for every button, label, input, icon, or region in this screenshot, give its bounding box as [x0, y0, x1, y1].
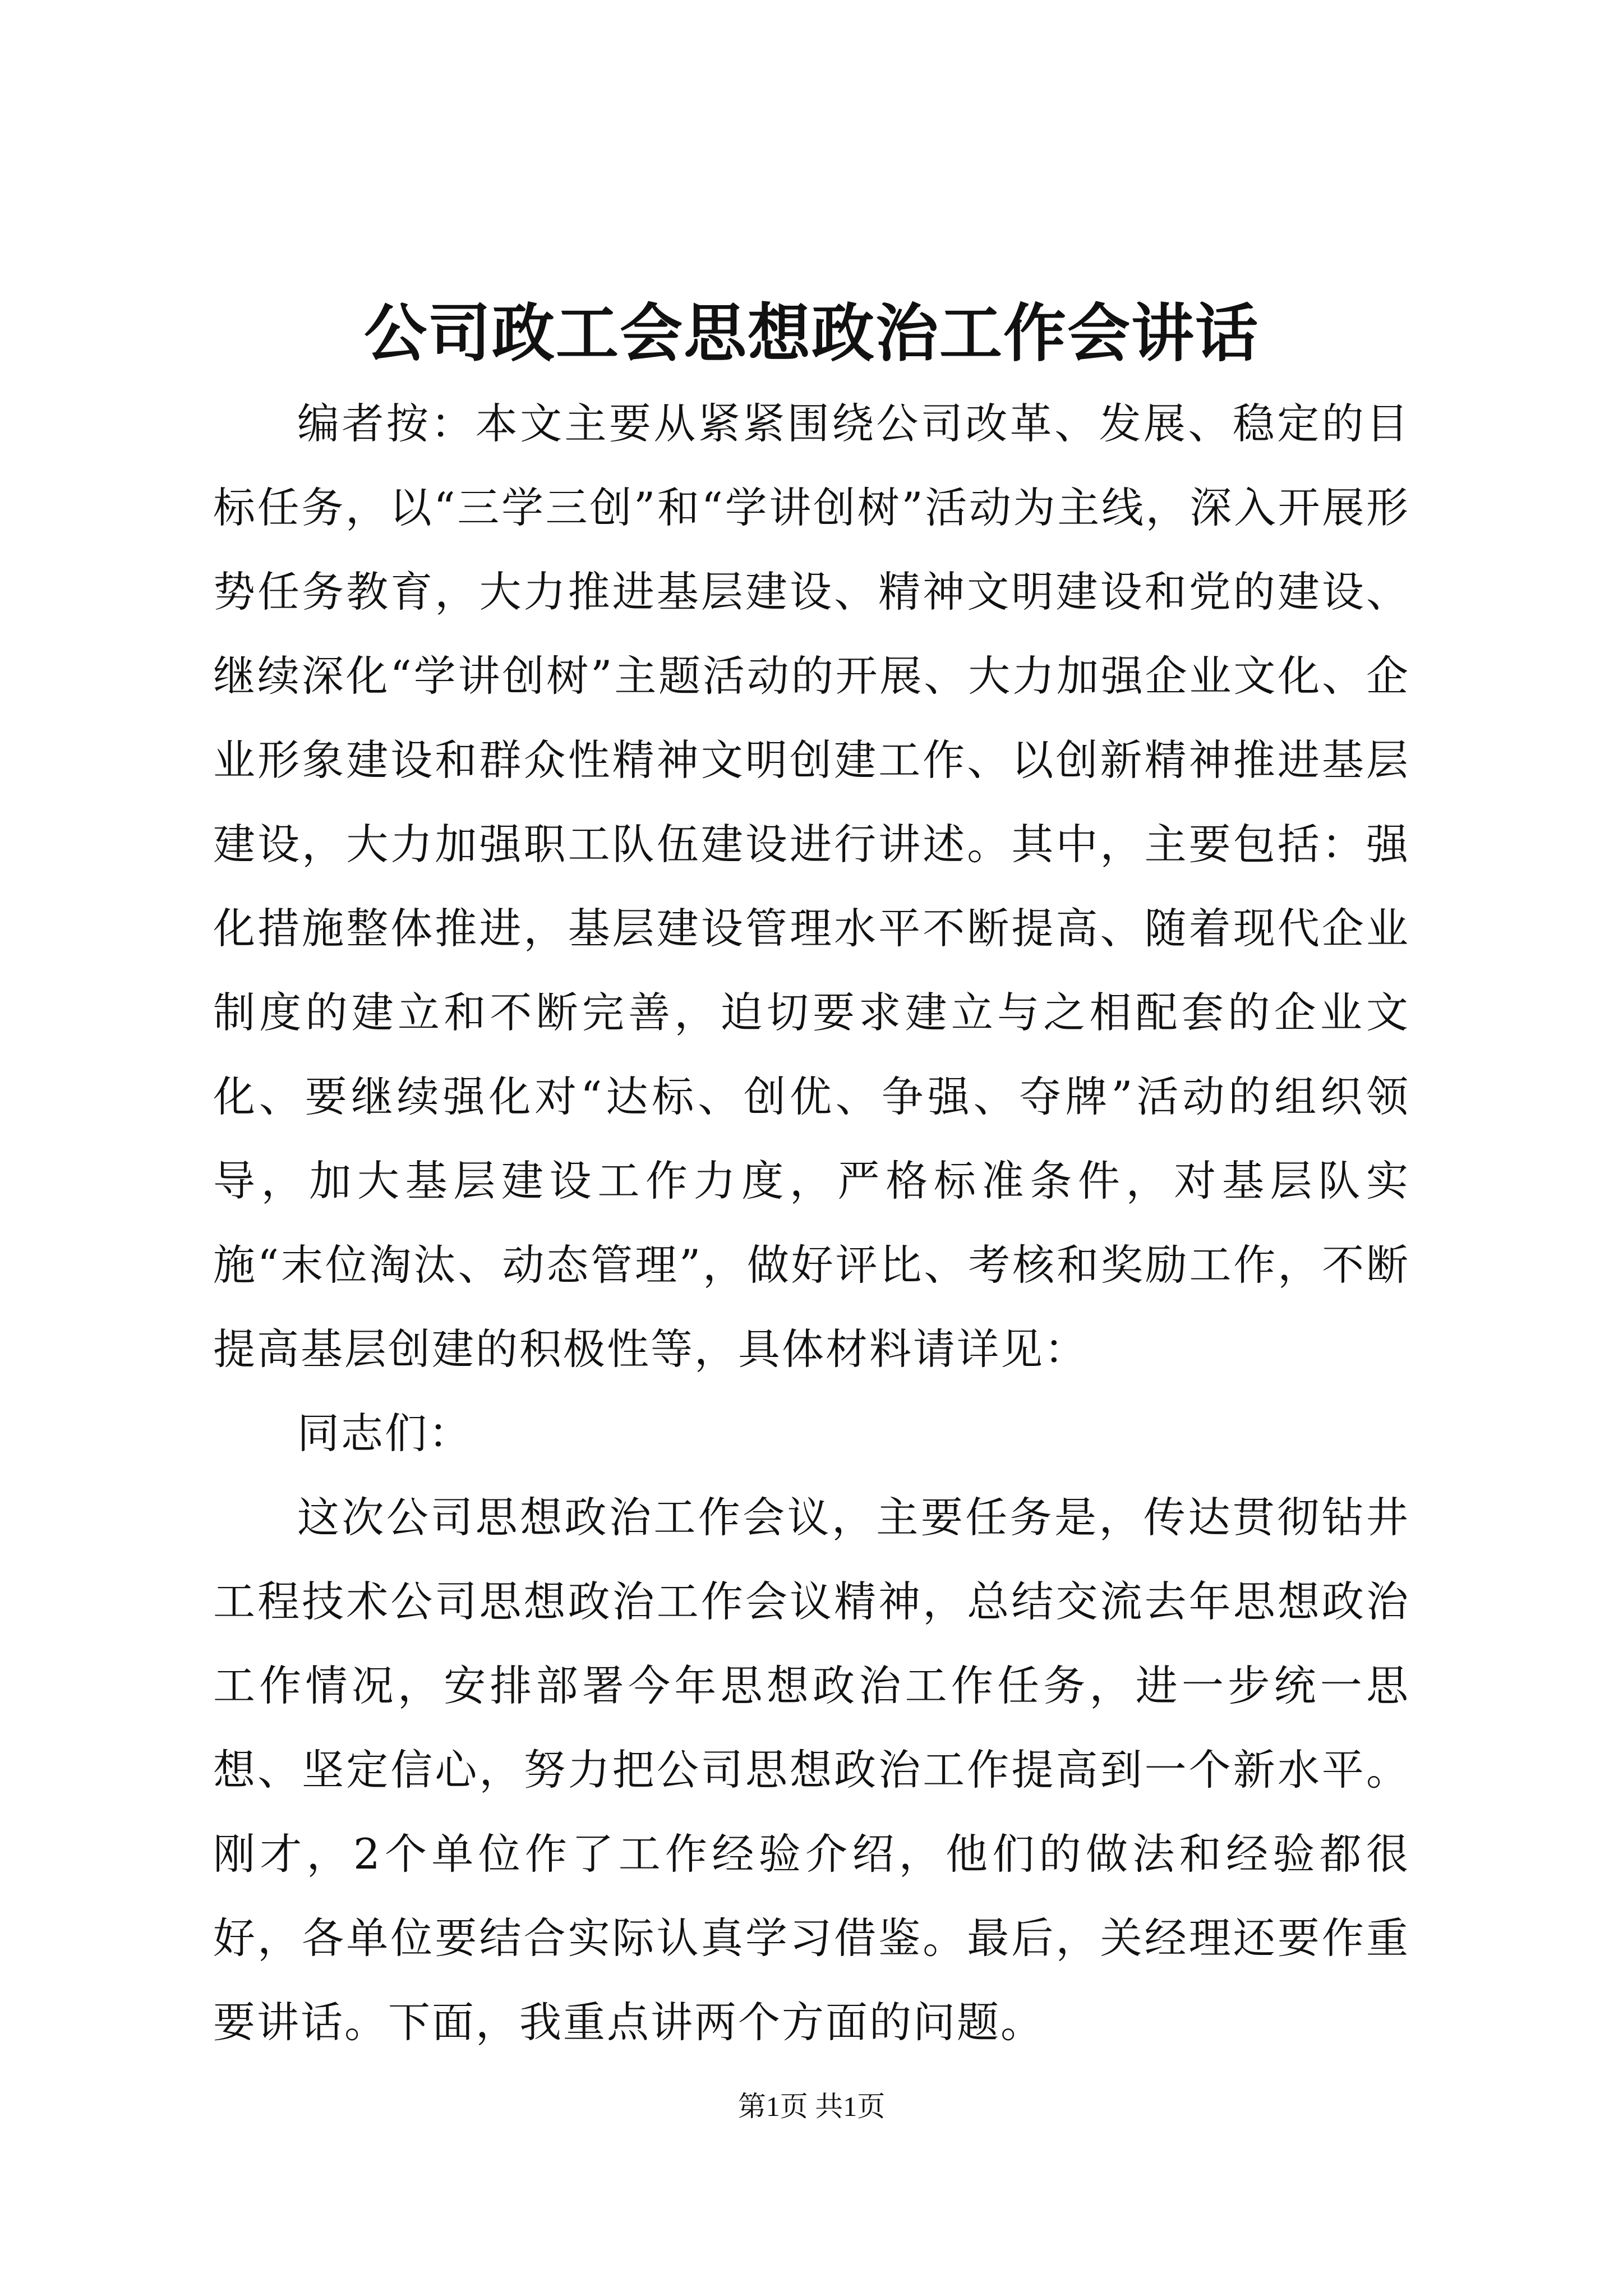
salutation-paragraph: 同志们：: [297, 1409, 473, 1458]
document-title: 公司政工会思想政治工作会讲话: [364, 297, 1259, 370]
body-paragraph: 这次公司思想政治工作会议，主要任务是，传达贯彻钻井工程技术公司思想政治工作会议精神，总结交流去年思想政治工作情况，安排部署今年思想政治工作任务，进一步统一思想、坚定信心，努力把公司思想政治工作提高到一个新水平。刚才，2个单位作了工作经验介绍，他们的做法和经验都很好，各单位要结合实际认真学习借鉴。最后，关经理还要作重要讲话。下面，我重点讲两个方面的问题。: [213, 1493, 1410, 2047]
editor-note-paragraph: 编者按：本文主要从紧紧围绕公司改革、发展、稳定的目标任务，以“三学三创”和“学讲创树”活动为主线，深入开展形势任务教育，大力推进基层建设、精神文明建设和党的建设、继续深化“学讲创树”主题活动的开展、大力加强企业文化、企业形象建设和群众性精神文明创建工作、以创新精神推进基层建设，大力加强职工队伍建设进行讲述。其中，主要包括：强化措施整体推进，基层建设管理水平不断提高、随着现代企业制度的建立和不断完善，迫切要求建立与之相配套的企业文化、要继续强化对“达标、创优、争强、夺牌”活动的组织领导，加大基层建设工作力度，严格标准条件，对基层队实施“末位淘汰、动态管理”，做好评比、考核和奖励工作，不断提高基层创建的积极性等，具体材料请详见：: [213, 399, 1410, 1374]
page-footer: 第1页 共1页: [737, 2091, 886, 2122]
document-body: [213, 381, 1410, 2064]
